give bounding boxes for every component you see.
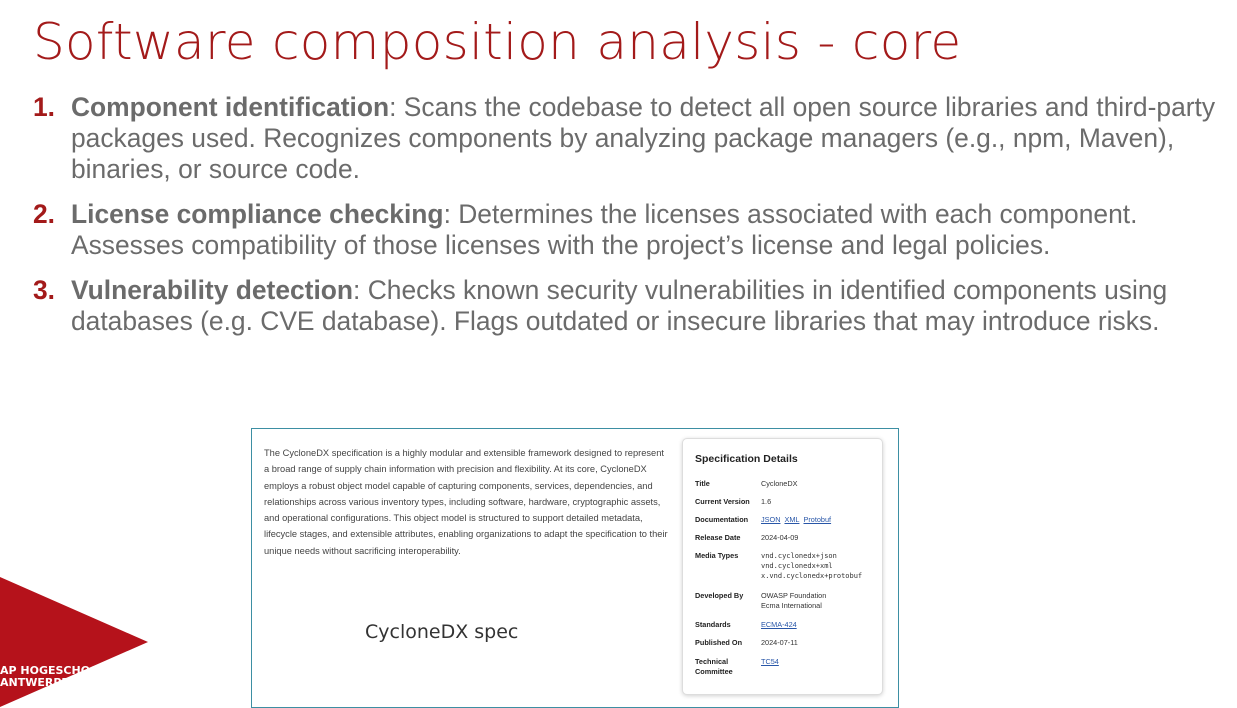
media-type: x.vnd.cyclonedx+protobuf bbox=[761, 572, 863, 580]
specification-details-card bbox=[682, 438, 883, 695]
spec-label: Title bbox=[695, 479, 710, 488]
ap-logo-text bbox=[0, 665, 106, 689]
spec-card-title: Specification Details bbox=[695, 453, 798, 465]
spec-label: Current Version bbox=[695, 497, 750, 506]
media-type: vnd.cyclonedx+json bbox=[761, 552, 837, 560]
spec-description: The CycloneDX specification is a highly modular and extensible framework designed to represent a broad range of supply chain information with precision and flexibility. At its core, CycloneDX employs a robust object model capable of capturing components, services, dependencies, and relationships across various inventory types, including software, hardware, cryptographic assets, and operational configurations. This object model is structured to support detailed metadata, lifecycle stages, and extensible attributes, enabling organizations to adapt the specification to their unique needs without sacrificing interoperability. bbox=[264, 448, 668, 556]
spec-value bbox=[761, 591, 881, 611]
spec-value bbox=[761, 657, 881, 667]
spec-label: Documentation bbox=[695, 515, 749, 524]
point-text: : Determines the licenses associated with each component. Assesses compatibility of those licenses with the project’s license and legal policies. bbox=[71, 199, 1138, 260]
spec-label: Published On bbox=[695, 638, 743, 647]
logo-line-1: AP HOGESCHOOL bbox=[0, 664, 107, 677]
point-item-vulnerability-detection bbox=[33, 275, 1218, 337]
protobuf-link[interactable]: Protobuf bbox=[803, 515, 832, 524]
spec-value: 1.6 bbox=[761, 497, 772, 506]
tc54-link[interactable]: TC54 bbox=[761, 657, 779, 666]
spec-label: Media Types bbox=[695, 551, 739, 560]
point-text: : Checks known security vulnerabilities in identified components using databases (e.g. CVE database). Flags outdated or insecure libraries that may introduce risks. bbox=[71, 275, 1168, 336]
spec-value: 2024-07-11 bbox=[761, 638, 798, 647]
spec-label: Standards bbox=[695, 620, 731, 629]
slide-title: Software composition analysis - core bbox=[33, 13, 962, 71]
screenshot-caption: CycloneDX spec bbox=[365, 621, 519, 643]
point-term: Vulnerability detection bbox=[71, 275, 354, 305]
point-number: 1. bbox=[33, 92, 56, 122]
spec-value bbox=[761, 551, 881, 581]
point-number: 2. bbox=[33, 199, 56, 229]
spec-label: Technical Committee bbox=[695, 657, 733, 676]
point-term: License compliance checking bbox=[71, 199, 444, 229]
developer: Ecma International bbox=[761, 601, 822, 610]
developer: OWASP Foundation bbox=[761, 591, 827, 600]
spec-label: Release Date bbox=[695, 533, 741, 542]
point-item-license-compliance bbox=[33, 199, 1218, 261]
cyclonedx-screenshot bbox=[251, 428, 899, 708]
spec-value bbox=[761, 620, 881, 630]
point-number: 3. bbox=[33, 275, 56, 305]
media-type: vnd.cyclonedx+xml bbox=[761, 562, 833, 570]
core-points-list bbox=[33, 92, 1218, 351]
spec-value bbox=[761, 515, 881, 525]
point-item-component-identification bbox=[33, 92, 1218, 185]
point-term: Component identification bbox=[71, 92, 390, 122]
ecma-424-link[interactable]: ECMA-424 bbox=[761, 620, 797, 629]
spec-value: CycloneDX bbox=[761, 479, 798, 488]
logo-line-2: ANTWERPEN bbox=[0, 676, 79, 689]
point-text: : Scans the codebase to detect all open source libraries and third-party packages used. Recognizes components by analyzing package managers (e.g., npm, Maven), binaries, or source code. bbox=[71, 92, 1216, 184]
spec-label: Developed By bbox=[695, 591, 744, 600]
xml-link[interactable]: XML bbox=[784, 515, 800, 524]
json-link[interactable]: JSON bbox=[761, 515, 781, 524]
spec-value: 2024-04-09 bbox=[761, 533, 799, 542]
